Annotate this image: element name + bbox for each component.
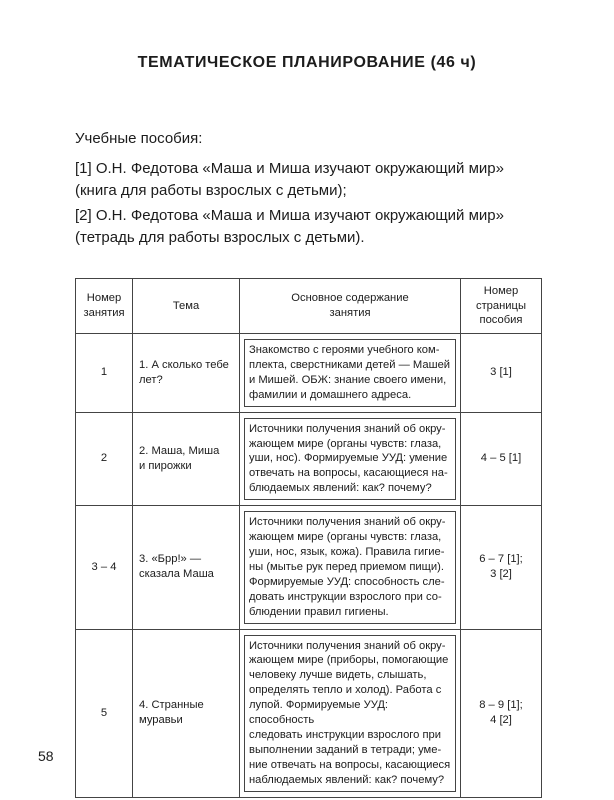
reference-1	[75, 158, 545, 202]
planning-table	[75, 278, 542, 798]
header-content: Основное содержание занятия	[240, 279, 461, 334]
cell-lesson-number: 5	[76, 629, 133, 797]
page-number: 58	[38, 748, 54, 764]
table-row	[76, 412, 542, 506]
reference-line: (тетрадь для работы взрослых с детьми).	[75, 229, 365, 246]
table-row	[76, 629, 542, 797]
cell-lesson-number: 3 – 4	[76, 506, 133, 629]
cell-topic: 1. А сколько тебе лет?	[133, 334, 240, 413]
cell-lesson-number: 2	[76, 412, 133, 506]
cell-pages: 4 – 5 [1]	[461, 412, 542, 506]
table-row	[76, 334, 542, 413]
cell-pages: 6 – 7 [1]; 3 [2]	[461, 506, 542, 629]
cell-topic: 3. «Брр!» — сказала Маша	[133, 506, 240, 629]
cell-content: Источники получения знаний об окру- жающем мире (органы чувств: глаза, уши, нос). Формируемые УУД: умение отвечать на вопросы, касающиеся на- блюдаемых явлений: как? почему?	[240, 412, 461, 506]
cell-pages: 8 – 9 [1]; 4 [2]	[461, 629, 542, 797]
cell-topic: 4. Странные муравьи	[133, 629, 240, 797]
header-topic: Тема	[133, 279, 240, 334]
table-row	[76, 506, 542, 629]
reference-line: (книга для работы взрослых с детьми);	[75, 182, 347, 199]
cell-content: Источники получения знаний об окру- жающем мире (органы чувств: глаза, уши, нос, язык, кожа). Правила гигие- ны (мытье рук перед приемом пищи). Формируемые УУД: способность сле- довать инструкции взрослого при со- блюдении правил гигиены.	[240, 506, 461, 629]
cell-topic: 2. Маша, Миша и пирожки	[133, 412, 240, 506]
header-page-number: Номер страницы пособия	[461, 279, 542, 334]
cell-content: Источники получения знаний об окру- жающем мире (приборы, помогающие человеку лучше видеть, слышать, определять тепло и холод). Работа с лупой. Формируемые УУД: способность следовать инструкции взрослого при выполнении заданий в тетради; уме- ние отвечать на вопросы, касающиеся наблюдаемых явлений: как? почему?	[240, 629, 461, 797]
cell-pages: 3 [1]	[461, 334, 542, 413]
header-lesson-number: Номер занятия	[76, 279, 133, 334]
table-header-row	[76, 279, 542, 334]
reference-line: [1] О.Н. Федотова «Маша и Миша изучают окружающий мир»	[75, 160, 504, 177]
page-title: ТЕМАТИЧЕСКОЕ ПЛАНИРОВАНИЕ (46 ч)	[137, 54, 477, 71]
cell-content: Знакомство с героями учебного ком- плекта, сверстниками детей — Машей и Мишей. ОБЖ: знание своего имени, фамилии и домашнего адреса.	[240, 334, 461, 413]
reference-line: [2] О.Н. Федотова «Маша и Миша изучают окружающий мир»	[75, 207, 504, 224]
cell-lesson-number: 1	[76, 334, 133, 413]
reference-2	[75, 205, 545, 249]
intro-text: Учебные пособия:	[75, 130, 203, 147]
